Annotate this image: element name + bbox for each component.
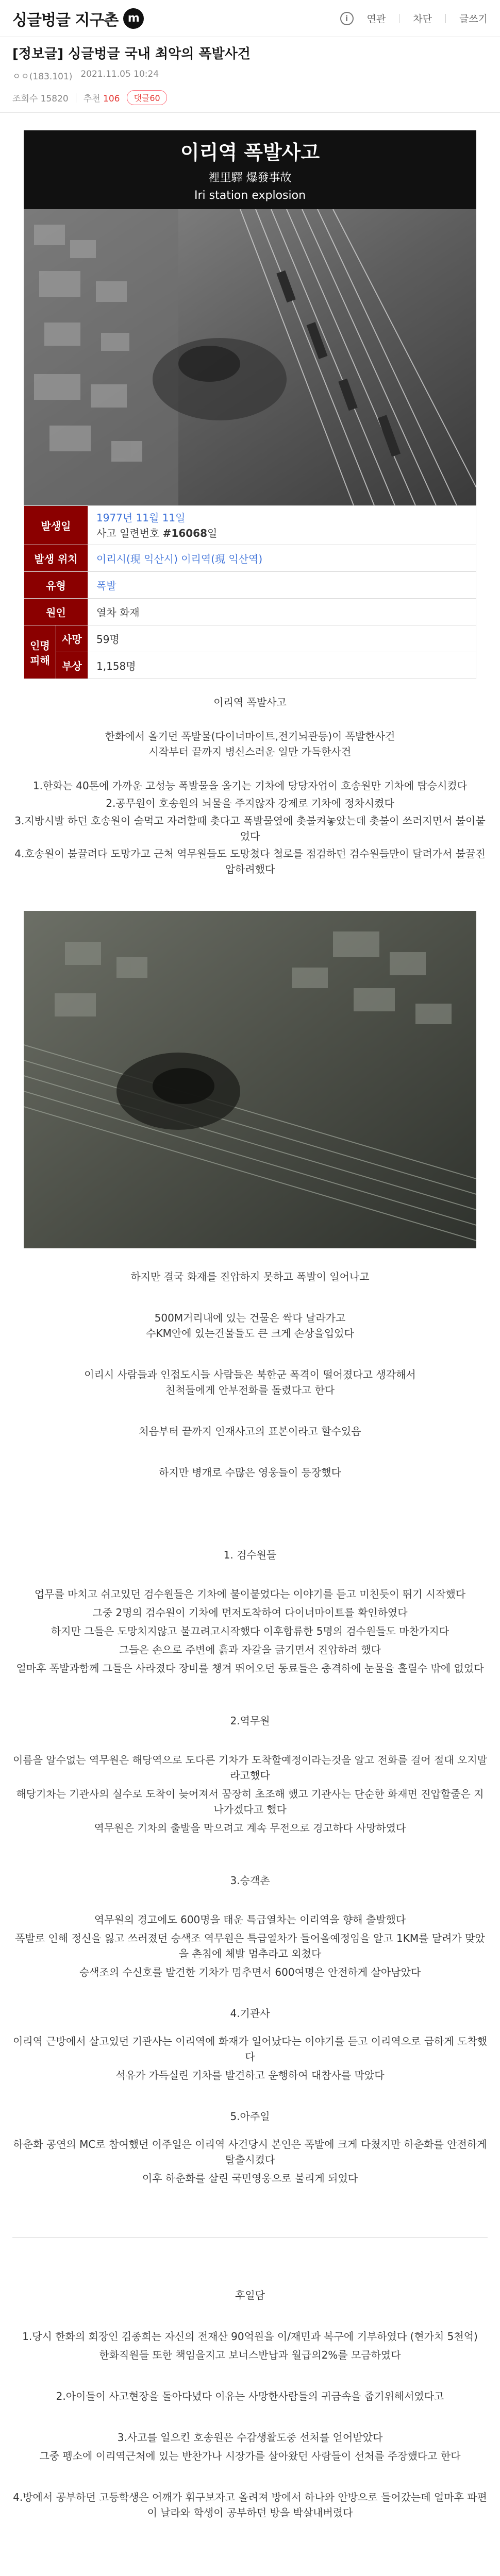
block-link[interactable]: 차단 xyxy=(413,13,432,25)
aftermath-photo xyxy=(24,209,476,505)
post-datetime: 2021.11.05 10:24 xyxy=(80,69,159,79)
gallery-name[interactable]: 싱글벙글 지구촌 xyxy=(12,11,119,29)
cause-label: 원인 xyxy=(24,599,88,625)
intro-paragraph xyxy=(12,728,488,759)
cause-item: 2.공무원이 호송원의 뇌물을 주지않자 강제로 기차에 정차시켰다 xyxy=(106,797,394,809)
section-conductor xyxy=(12,1912,488,1980)
intro-title: 이리역 폭발사고 xyxy=(213,696,287,708)
infobox-title-hanja: 裡里驛 爆發事故 xyxy=(208,172,292,184)
place-label: 발생 위치 xyxy=(24,545,88,572)
text-line: 그중 2명의 검수원이 기차에 먼저도착하여 다이너마이트를 확인하였다 xyxy=(92,1606,408,1619)
text-line: 이리역 근방에서 살고있던 기관사는 이리역에 화재가 일어났다는 이야기를 듣고 이리역으로 급하게 도착했다 xyxy=(12,2035,487,2063)
text-line: 처음부터 끝까지 인재사고의 표본이라고 할수있음 xyxy=(139,1425,361,1437)
serial-number: #16068 xyxy=(162,527,207,539)
aftermath-paragraph xyxy=(12,1269,488,1480)
info-icon[interactable]: i xyxy=(340,12,354,25)
text-line: 이름을 알수없는 역무원은 해당역으로 도다른 기차가 도착할예정이라는것을 알고 전화를 걸어 절대 오지말라고했다 xyxy=(12,1754,487,1782)
injury-value: 1,158명 xyxy=(88,652,476,679)
cause-item: 1.한화는 40톤에 가까운 고성능 폭발물을 올기는 기차에 당당자업이 호송원만 기차에 탑승시켰다 xyxy=(32,779,468,792)
write-link[interactable]: 글쓰기 xyxy=(459,13,488,25)
aerial-damage-image xyxy=(24,911,476,1248)
comment-count-badge[interactable]: 댓글60 xyxy=(127,90,166,105)
date-value[interactable]: 1977년 11월 11일 xyxy=(96,511,186,524)
serial-prefix: 사고 일련번호 xyxy=(96,527,163,539)
infobox-title xyxy=(24,130,476,209)
text-line: 그들은 손으로 주변에 흙과 자갈을 긁기면서 진압하려 했다 xyxy=(119,1643,381,1656)
cause-item: 3.지방시발 하던 호송원이 술먹고 자려할때 촛다고 폭발물옆에 촛불켜놓았는데 촛불이 쓰러지면서 불이붙었다 xyxy=(14,815,486,842)
text-line xyxy=(12,1398,488,1413)
text-line xyxy=(12,1439,488,1454)
text-line: 폭발로 인해 정신을 잃고 쓰러졌던 승색조 역무원은 특급열차가 들어올예정임을 알고 1KM를 달려가 맞았을 촌침에 체발 멈추라고 외쳤다 xyxy=(15,1932,485,1960)
injury-label: 부상 xyxy=(56,652,88,679)
section-title-engineer: 4.기관사 xyxy=(230,2007,270,2020)
text-line: 해당기차는 기관사의 실수로 도착이 늦어져서 꿈장히 초조해 했고 기관사는 단순한 화재면 진압할줄은 지나가겠다고 했다 xyxy=(16,1788,484,1816)
text-line: 업무를 마치고 쉬고있던 검수원들은 기차에 불이붙었다는 이야기를 듣고 미친듯이 뛰기 시작했다 xyxy=(34,1588,466,1600)
text-line: 하지만 병개로 수많은 영웅들이 등장했다 xyxy=(159,1466,341,1479)
cause-list xyxy=(12,778,488,877)
date-serial-line xyxy=(96,526,468,541)
post-body xyxy=(0,130,500,2520)
section-title-station-worker: 2.역무원 xyxy=(230,1715,270,1727)
text-line: 역무원의 경고에도 600명을 태운 특급열차는 이리역을 향해 출발했다 xyxy=(94,1913,406,1926)
post-header xyxy=(0,37,500,82)
cause-value: 열차 화재 xyxy=(88,599,476,625)
text-line: 500M거리내에 있는 건물은 싹다 날라가고 xyxy=(154,1312,346,1324)
section-title-conductor: 3.승객촌 xyxy=(230,1874,270,1887)
intro-line: 시작부터 끝까지 병신스러운 일만 가득한사건 xyxy=(148,745,352,758)
section-inspectors xyxy=(12,1586,488,1676)
death-value: 59명 xyxy=(88,625,476,652)
type-label: 유형 xyxy=(24,572,88,599)
text-line: 승색조의 수신호를 발견한 기차가 멈추면서 600여명은 안전하게 살아남았다 xyxy=(79,1966,421,1978)
section-lee-ju-il xyxy=(12,2137,488,2186)
text-line: 이리시 사람들과 인접도시들 사람들은 북한군 폭격이 떨어졌다고 생각해서 xyxy=(84,1368,416,1381)
text-line: 하지만 그들은 도망치지않고 불끄려고시작했다 이후합류한 5명의 검수원들도 마찬가지다 xyxy=(51,1625,449,1637)
post-meta xyxy=(12,69,488,82)
incident-infobox xyxy=(24,130,476,679)
serial-suffix: 일 xyxy=(207,527,218,539)
text-line: 수KM안에 있는건물들도 큰 크게 손상을입었다 xyxy=(146,1327,354,1340)
text-line: 하춘화 공연의 MC로 참여했던 이주일은 이리역 사건당시 본인은 폭발에 크게 다쳤지만 하춘화를 안전하게 탈출시켰다 xyxy=(13,2138,487,2166)
text-line: 친척들에게 안부전화를 돌렸다고 한다 xyxy=(165,1384,335,1396)
text-line: 얼마후 폭발과함께 그들은 사라졌다 장비를 챙겨 뛰어오던 동료들은 충격하에 눈물을 흘릴수 밖에 없었다 xyxy=(16,1662,484,1674)
recommend-value: 106 xyxy=(103,94,120,104)
text-line xyxy=(12,1341,488,1357)
recommend-label: 추천 xyxy=(83,94,101,104)
type-value[interactable]: 폭발 xyxy=(88,572,476,599)
recommend-count xyxy=(84,91,120,104)
section-title-epilogue: 후일담 xyxy=(235,2289,265,2301)
text-line: 1.당시 한화의 회장인 김종희는 자신의 전재산 90억원을 이/재민과 복구에 기부하였다 (현가치 5천억) xyxy=(22,2330,478,2343)
infobox-title-en: Iri station explosion xyxy=(194,189,306,202)
aerial-damage-photo xyxy=(24,911,476,1248)
text-line: 석유가 가득실린 기차를 발견하고 운행하여 대참사를 막았다 xyxy=(115,2069,385,2081)
article-text-2 xyxy=(12,1269,488,2520)
date-cell xyxy=(88,506,476,545)
text-line: 역무원은 기차의 출발을 막으려고 계속 무전으로 경고하다 사망하였다 xyxy=(94,1822,406,1834)
section-title-inspectors: 1. 검수원들 xyxy=(223,1549,277,1561)
author[interactable]: ㅇㅇ(183.101) xyxy=(12,72,73,82)
text-line: 이후 하춘화를 살린 국민영웅으로 불리게 되었다 xyxy=(142,2172,358,2184)
text-line: 그중 펭소에 이리역근처에 있는 반찬가나 시장가를 살아왔던 사람들이 선처를 주장했다고 한다 xyxy=(39,2450,461,2462)
section-title-lee-ju-il: 5.아주일 xyxy=(230,2110,270,2123)
divider xyxy=(445,14,446,23)
place-value[interactable]: 이리시(現 익산시) 이리역(現 익산역) xyxy=(88,545,476,572)
infobox-table xyxy=(24,505,476,679)
related-link[interactable]: 연관 xyxy=(366,13,386,25)
section-engineer xyxy=(12,2033,488,2083)
date-label: 발생일 xyxy=(24,506,88,545)
text-line: 3.사고를 일으킨 호송원은 수감생활도중 선처를 얻어받았다 xyxy=(117,2431,383,2444)
view-count: 조회수 15820 xyxy=(12,94,69,104)
text-line: 4.방에서 공부하던 고등학생은 어깨가 휘구보자고 올려져 방에서 하나와 안방으로 들어갔는데 얼마후 파편이 날라와 학생이 공부하던 방을 박살내버렸다 xyxy=(13,2491,487,2519)
text-line: 하지만 결국 화재를 진압하지 못하고 폭발이 일어나고 xyxy=(130,1270,370,1283)
text-line: 한화직원들 또한 책임을지고 보너스반납과 월급의2%를 모금하였다 xyxy=(99,2349,401,2361)
casualty-label: 인명 피해 xyxy=(24,625,56,679)
section-station-worker xyxy=(12,1752,488,1836)
death-label: 사망 xyxy=(56,625,88,652)
brand[interactable] xyxy=(12,7,144,30)
top-actions xyxy=(340,11,488,25)
cause-item: 4.호송원이 불끌려다 도망가고 근처 역무원들도 도망쳤다 철로를 점검하던 검수원들만이 달려가서 불끌진압하려했다 xyxy=(14,848,486,875)
intro-line: 한화에서 올기던 폭발물(다이너마이트,전기뇌관등)이 폭발한사건 xyxy=(105,730,395,742)
section-epilogue xyxy=(12,2329,488,2520)
infobox-title-ko: 이리역 폭발사고 xyxy=(180,141,320,164)
text-line: 2.아이들이 사고현장을 돌아다녔다 이유는 사망한사람들의 귀금속을 줍기위해서였다고 xyxy=(56,2390,444,2402)
top-bar xyxy=(0,0,500,37)
post-stats xyxy=(0,82,500,113)
article-text xyxy=(12,694,488,877)
post-title: [정보글] 싱글벙글 국내 최악의 폭발사건 xyxy=(12,46,251,62)
rail-yard-aerial-image xyxy=(24,209,476,505)
text-line xyxy=(12,1284,488,1300)
gallery-logo-icon[interactable]: m xyxy=(123,8,144,29)
